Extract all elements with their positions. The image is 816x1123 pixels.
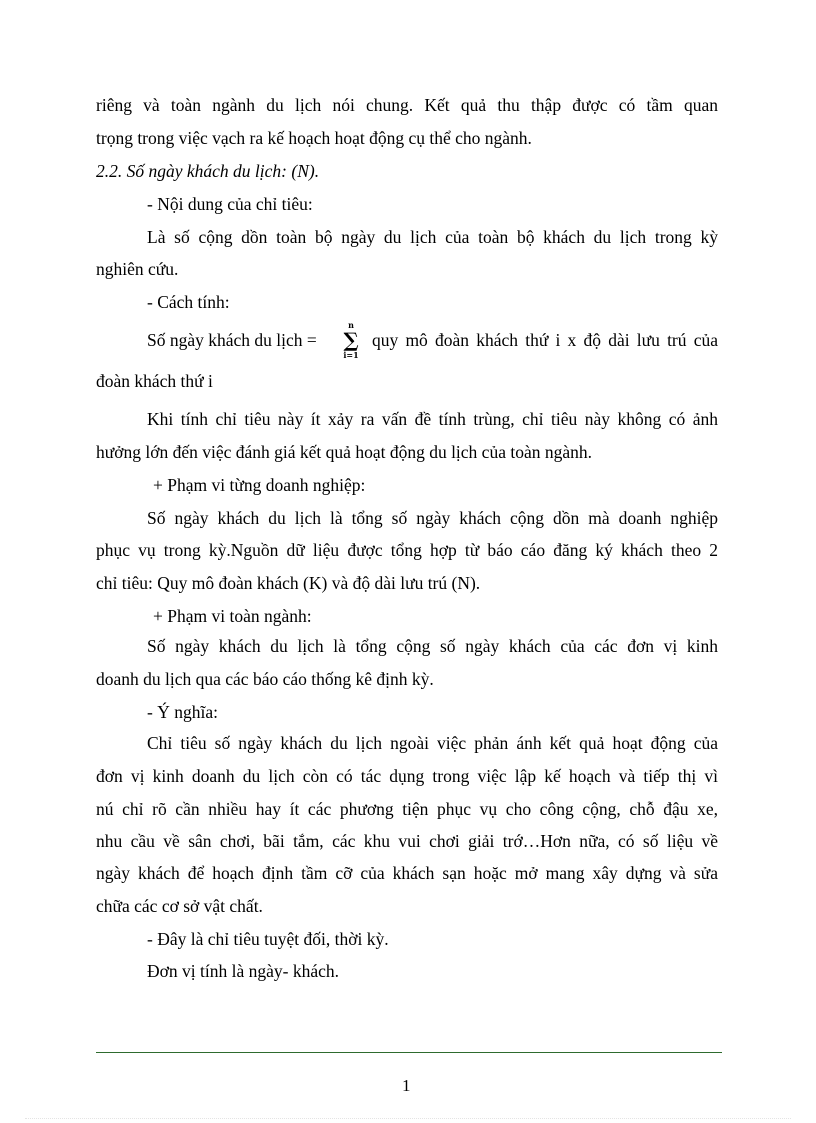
paragraph-line: Đơn vị tính là ngày- khách. [147, 961, 339, 981]
line-text: Là số cộng dồn toàn bộ ngày du lịch của toàn bộ khách du lịch trong kỳ [147, 227, 718, 247]
section-heading: 2.2. Số ngày khách du lịch: (N). [96, 161, 320, 181]
paragraph-line [96, 539, 718, 561]
line-text: Khi tính chỉ tiêu này ít xảy ra vấn đề tính trùng, chỉ tiêu này không có ảnh [147, 409, 718, 429]
subheading: - Nội dung của chỉ tiêu: [147, 194, 313, 214]
subheading: - Đây là chỉ tiêu tuyệt đối, thời kỳ. [147, 929, 389, 949]
sigma-symbol [339, 321, 363, 360]
paragraph-line [96, 830, 718, 852]
paragraph-line [147, 226, 718, 248]
page-edge [25, 1118, 791, 1119]
paragraph-line: đoàn khách thứ i [96, 371, 213, 391]
formula-left: Số ngày khách du lịch = [147, 330, 317, 350]
line-text: Số ngày khách du lịch là tổng cộng số ngày khách của các đơn vị kinh [147, 636, 718, 656]
subheading: + Phạm vi toàn ngành: [153, 606, 312, 626]
paragraph-line [147, 408, 718, 430]
subheading: + Phạm vi từng doanh nghiệp: [153, 475, 366, 495]
sigma-lower: i=1 [343, 350, 359, 360]
line-text: ngày khách để hoạch định tầm cỡ của khách sạn hoặc mở mang xây dựng và sửa [96, 863, 718, 883]
paragraph-line [96, 765, 718, 787]
paragraph-line: hưởng lớn đến việc đánh giá kết quả hoạt động du lịch của toàn ngành. [96, 442, 592, 462]
paragraph-line [147, 635, 718, 657]
paragraph-line [96, 862, 718, 884]
formula-right [372, 329, 718, 351]
line-text: nú chỉ rõ cần nhiều hay ít các phương tiện phục vụ cho công cộng, chỗ đậu xe, [96, 799, 718, 819]
line-text: quy mô đoàn khách thứ i x độ dài lưu trú của [372, 330, 718, 350]
paragraph-line [147, 732, 718, 754]
paragraph-line: chữa các cơ sở vật chất. [96, 896, 263, 916]
line-text: riêng và toàn ngành du lịch nói chung. Kết quả thu thập được có tầm quan [96, 95, 718, 115]
paragraph-line: trọng trong việc vạch ra kế hoạch hoạt động cụ thể cho ngành. [96, 128, 532, 148]
paragraph-line: doanh du lịch qua các báo cáo thống kê định kỳ. [96, 669, 434, 689]
line-text: Số ngày khách du lịch là tổng số ngày khách cộng dồn mà doanh nghiệp [147, 508, 718, 528]
sigma-upper: n [348, 320, 354, 330]
page-number: 1 [402, 1076, 411, 1095]
paragraph-line [96, 798, 718, 820]
line-text: nhu cầu về sân chơi, bãi tắm, các khu vui chơi giải trớ…Hơn nữa, có số liệu về [96, 831, 718, 851]
paragraph-line [147, 507, 718, 529]
line-text: Chỉ tiêu số ngày khách du lịch ngoài việc phản ánh kết quả hoạt động của [147, 733, 718, 753]
paragraph-line: nghiên cứu. [96, 259, 179, 279]
subheading: - Ý nghĩa: [147, 702, 218, 722]
line-text: đơn vị kinh doanh du lịch còn có tác dụng trong việc lập kế hoạch và tiếp thị vì [96, 766, 718, 786]
paragraph-line [96, 94, 718, 116]
line-text: phục vụ trong kỳ.Nguồn dữ liệu được tổng hợp từ báo cáo đăng ký khách theo 2 [96, 540, 718, 560]
subheading: - Cách tính: [147, 292, 230, 312]
sigma-glyph: ∑ [343, 328, 359, 352]
footer-rule [96, 1052, 722, 1053]
paragraph-line: chỉ tiêu: Quy mô đoàn khách (K) và độ dài lưu trú (N). [96, 573, 481, 593]
